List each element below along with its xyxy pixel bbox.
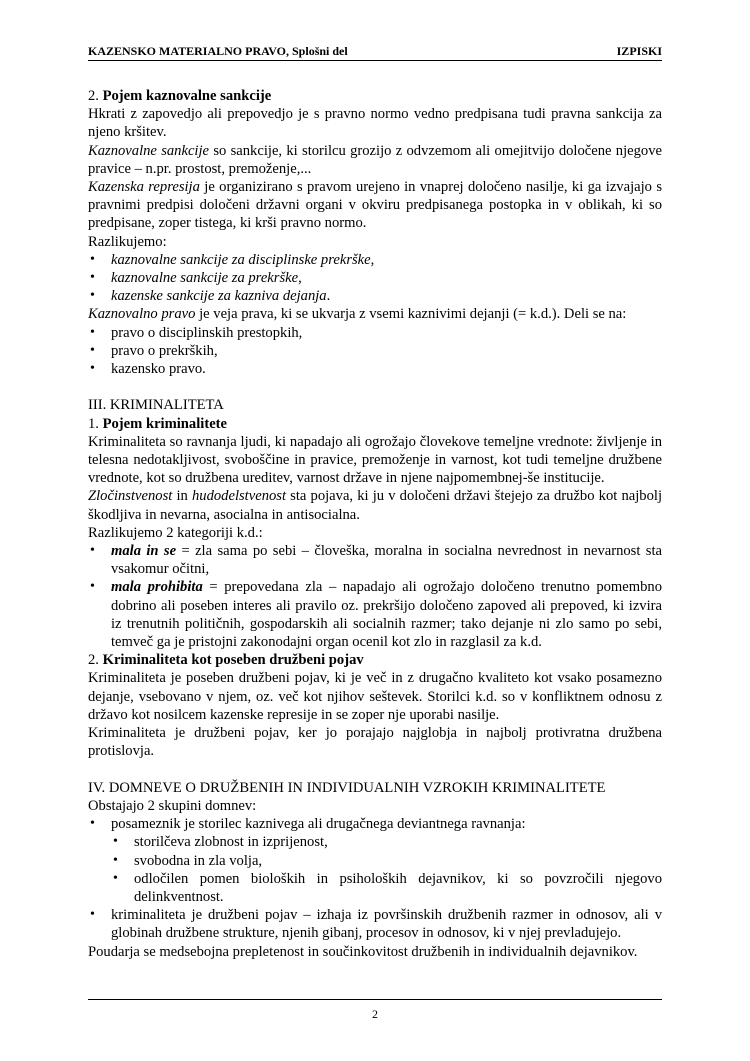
- list-intro: Razlikujemo:: [88, 233, 167, 250]
- list-item: • pravo o prekrških,: [88, 342, 662, 360]
- paragraph: Kaznovalno pravo je veja prava, ki se ukvarja z vsemi kaznivimi dejanji (= k.d.). Deli se na:: [88, 306, 627, 323]
- page-number: 2: [372, 1007, 378, 1021]
- term: Kazenska represija: [88, 179, 200, 196]
- nested-bullet-list: [111, 833, 662, 906]
- list-item: • kaznovalne sankcije za disciplinske prekrške,: [88, 251, 662, 269]
- section-heading: 2. Pojem kaznovalne sankcije: [88, 88, 272, 104]
- paragraph: Kriminaliteta je poseben družbeni pojav, ki je več in z drugačno kvaliteto kot vsako posamezno dejanje, vsebovano v njem, oz. več kot njihov seštevek. Storilci k.d. so v konfliktnem odnosu z državo kot nosilcem kazenske represije in se zoper nje uporabi nasilje.: [88, 670, 662, 723]
- paragraph: Kriminaliteta so ravnanja ljudi, ki napadajo ali ogrožajo človekove temeljne vrednote: življenje in telesna nedotakljivost, svoboščine in pravice, premoženje in varnost, kot tudi temeljne družbene vrednote, kot so družbena ureditev, varnost države in njene najpomembnej-še institucije.: [88, 433, 662, 487]
- list-item: • kriminaliteta je družbeni pojav – izhaja iz površinskih družbenih razmer in odnosov, ali v globinah družbene strukture, njenih gibanj, procesov in odnosov, ki v njej prevladujejo.: [88, 906, 662, 942]
- bullet-list: [88, 324, 662, 379]
- list-item: • posameznik je storilec kaznivega ali drugačnega deviantnega ravnanja: • storilčeva zlobnost in izprijenost, • svobodna in zla volja, • odločilen pomen bioloških in psiholoških dejavnikov, ki so povzročili njegovo delinkventnost.: [88, 815, 662, 906]
- list-item: • kazensko pravo.: [88, 360, 662, 378]
- spacer: [88, 761, 662, 779]
- list-intro: Razlikujemo 2 kategoriji k.d.:: [88, 524, 263, 541]
- paragraph: Hkrati z zapovedjo ali prepovedjo je s pravno normo vedno predpisana tudi pravna sankcija za njeno kršitev.: [88, 106, 662, 141]
- paragraph: Kriminaliteta je družbeni pojav, ker jo porajajo najglobja in najbolj protivratna družbena protislovja.: [88, 725, 662, 760]
- list-intro: Obstajajo 2 skupini domnev:: [88, 797, 257, 814]
- paragraph: Poudarja se medsebojna prepletenost in součinkovitost družbenih in individualnih dejavnikov.: [88, 943, 638, 960]
- term: mala prohibita: [111, 579, 203, 596]
- term: mala in se: [111, 543, 177, 560]
- spacer: [88, 378, 662, 396]
- page-header: [88, 43, 662, 61]
- term: Kaznovalno pravo: [88, 306, 196, 323]
- paragraph: Kaznovalne sankcije so sankcije, ki storilcu grozijo z odvzemom ali omejitvijo določene njegove pravice – n.pr. prostost, premoženje,...: [88, 142, 663, 177]
- section-title: Pojem kriminalitete: [102, 415, 228, 432]
- term: Zločinstvenost: [88, 488, 173, 505]
- chapter-heading: IV. DOMNEVE O DRUŽBENIH IN INDIVIDUALNIH VZROKIH KRIMINALITETE: [88, 779, 606, 796]
- term: Kaznovalne sankcije: [88, 142, 210, 159]
- term: hudodelstvenost: [191, 488, 287, 505]
- bullet-list: [88, 542, 662, 651]
- list-item: • storilčeva zlobnost in izprijenost,: [111, 833, 662, 851]
- list-item: • kaznovalne sankcije za prekrške,: [88, 269, 662, 287]
- document-body: [88, 87, 662, 961]
- header-title: KAZENSKO MATERIALNO PRAVO, Splošni del: [88, 44, 348, 58]
- bullet-list: [88, 815, 662, 942]
- paragraph: Zločinstvenost in hudodelstvenost sta pojava, ki ju v določeni državi štejejo za družbo kot najbolj škodljiva in nevarna, asocialna in antisocialna.: [88, 488, 663, 523]
- header-label: IZPISKI: [616, 44, 662, 58]
- list-item: • kazenske sankcije za kazniva dejanja.: [88, 287, 662, 305]
- section-heading: 2. Kriminaliteta kot poseben družbeni pojav: [88, 652, 364, 669]
- footer-divider: [88, 999, 662, 1000]
- paragraph: Kazenska represija je organizirano s pravom urejeno in vnaprej določeno nasilje, ki ga izvajajo s pravnimi predpisi določeni državni organi v okviru predpisanega postopka in v oblikah, ki so predpisane, zoper tistega, ki krši pravno normo.: [88, 179, 662, 232]
- section-title: Pojem kaznovalne sankcije: [102, 88, 272, 104]
- list-item: • mala prohibita = prepovedana zla – napadajo ali ogrožajo določeno trenutno pomembno dobrino ali poseben interes ali pravilo oz. prekršijo določeno zapoved ali prepoved, ki izvira iz trenutnih političnih, gospodarskih ali socialnih razmer; tako dejanje ni zlo samo po sebi, temveč ga je pristojni zakonodajni organ ocenil kot zlo in razglasil za k.d.: [88, 578, 662, 651]
- list-item: • odločilen pomen bioloških in psiholoških dejavnikov, ki so povzročili njegovo delinkventnost.: [111, 870, 662, 906]
- section-heading: 1. Pojem kriminalitete: [88, 415, 228, 432]
- list-item: • svobodna in zla volja,: [111, 852, 662, 870]
- chapter-heading: III. KRIMINALITETA: [88, 397, 224, 414]
- list-item: • pravo o disciplinskih prestopkih,: [88, 324, 662, 342]
- section-title: Kriminaliteta kot poseben družbeni pojav: [102, 652, 364, 669]
- bullet-list: [88, 251, 662, 306]
- list-item: • mala in se = zla sama po sebi – človeška, moralna in socialna nevrednost in nevarnost sta vsakomur očitni,: [88, 542, 662, 578]
